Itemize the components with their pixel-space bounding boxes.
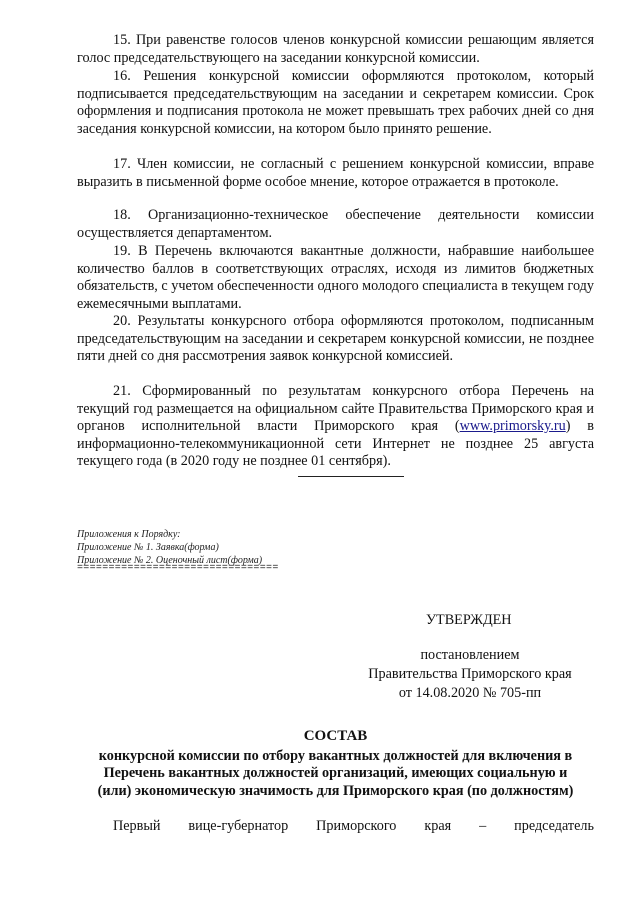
paragraph-20: [77, 313, 594, 366]
appendix-item: Приложение № 2. Оценочный лист(форма): [77, 555, 263, 566]
chair-word: –: [479, 818, 487, 834]
paragraph-21: [77, 383, 594, 471]
heading-line: Перечень вакантных должностей организаций, имеющих социальную и: [103, 765, 568, 782]
paragraph-text: 20. Результаты конкурсного отбора оформляются протоколом, подписанным председательствующим на заседании и секретарем конкурсной комиссии, не позднее пяти дней со дня рассмотрения заявок конкурсной комиссией.: [77, 313, 594, 365]
chair-line: [77, 818, 594, 835]
paragraph-text: 16. Решения конкурсной комиссии оформляются протоколом, который подписывается председательствующим на заседании и секретарем комиссии. Срок оформления и подписания протокола не может превышать трех рабочих дней со дня заседания конкурсной комиссии, на котором было принято решение.: [77, 68, 594, 137]
paragraph-text: 19. В Перечень включаются вакантные должности, набравшие наибольшее количество баллов в соответствующих отраслях, исходя из лимитов бюджетных обязательств, с учетом обеспеченности одного молодого специалиста в текущем году ежемесячными выплатами.: [77, 243, 594, 312]
paragraph-15: [77, 32, 594, 67]
document-heading: [77, 728, 594, 800]
separator-line: ================================: [77, 563, 279, 574]
paragraph-19: [77, 243, 594, 313]
chair-word: края: [424, 818, 452, 834]
appendix-title: Приложения к Порядку:: [77, 529, 181, 540]
chair-word: председатель: [514, 818, 594, 834]
paragraph-text: 18. Организационно-техническое обеспечение деятельности комиссии осуществляется департаментом.: [77, 207, 594, 241]
paragraph-text: 17. Член комиссии, не согласный с решением конкурсной комиссии, вправе выразить в письменной форме особое мнение, которое отражается в протоколе.: [77, 156, 594, 190]
heading-line: (или) экономическую значимость для Приморского края (по должностям): [97, 782, 574, 799]
paragraph-text: ) в информационно-телекоммуникационной сети Интернет не позднее 25 августа текущего года (в 2020 году не позднее 01 сентября).: [77, 418, 594, 470]
paragraph-text: 21. Сформированный по результатам конкурсного отбора Перечень на текущий год размещается на официальном сайте Правительства Приморского края и органов исполнительной власти Приморского края (: [77, 383, 594, 435]
heading-line: конкурсной комиссии по отбору вакантных должностей для включения в: [98, 747, 573, 764]
paragraph-18: [77, 207, 594, 242]
chair-word: Первый: [113, 818, 161, 834]
chair-word: Приморского: [316, 818, 397, 834]
paragraph-text: 15. При равенстве голосов членов конкурсной комиссии решающим является голос председательствующего на заседании конкурсной комиссии.: [77, 32, 594, 66]
appendix-list: [77, 528, 262, 567]
approval-line: Правительства Приморского края: [368, 666, 572, 682]
paragraph-17: [77, 156, 594, 191]
approval-line: постановлением: [420, 647, 520, 663]
site-link[interactable]: www.primorsky.ru: [459, 418, 566, 435]
divider-line: [298, 476, 404, 477]
chair-word: вице-губернатор: [188, 818, 289, 834]
heading-title: СОСТАВ: [303, 728, 368, 744]
approval-line: от 14.08.2020 № 705-пп: [398, 685, 542, 701]
paragraph-16: [77, 68, 594, 138]
approval-title: УТВЕРЖДЕН: [426, 612, 512, 628]
appendix-item: Приложение № 1. Заявка(форма): [77, 542, 219, 553]
approval-block: [300, 646, 640, 703]
